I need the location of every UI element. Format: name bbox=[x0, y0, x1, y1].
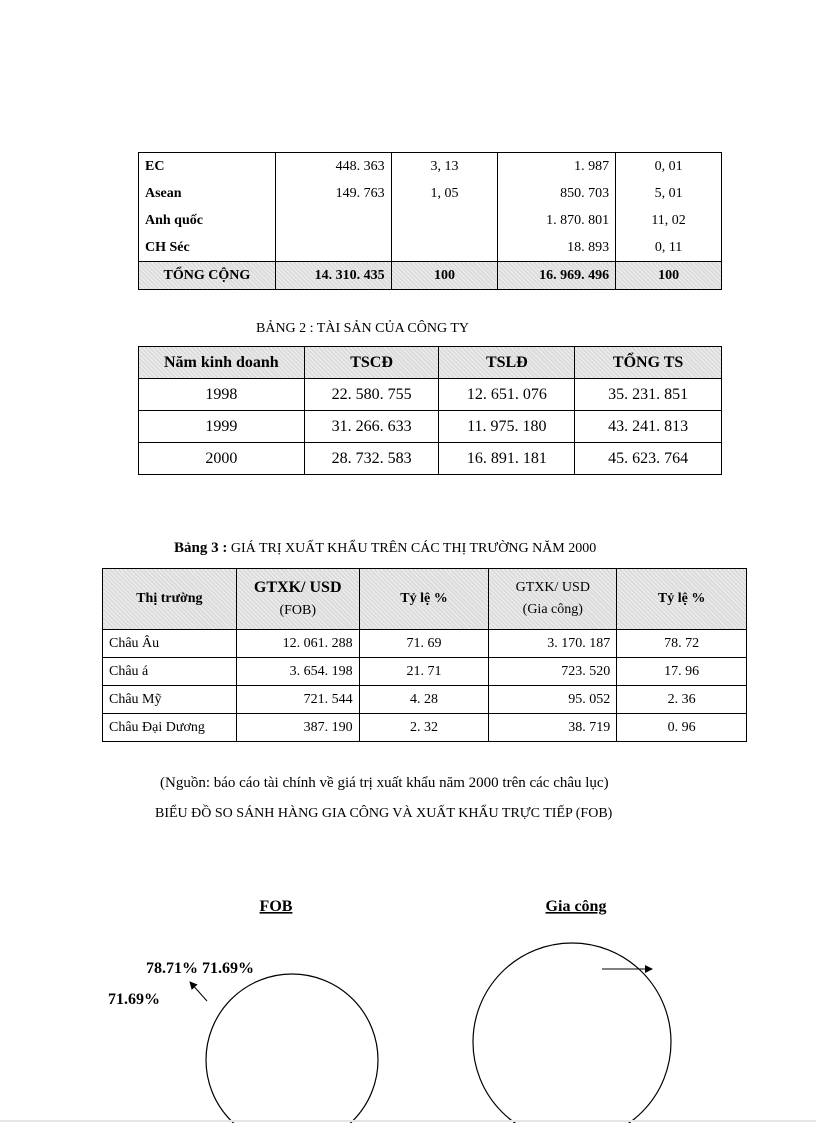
table2-total-assets-cell: 35. 231. 851 bbox=[575, 379, 722, 411]
col-header-pct-processing: Tỷ lệ % bbox=[617, 569, 747, 630]
table1-value-fob-cell bbox=[275, 207, 391, 234]
table-row bbox=[139, 443, 722, 475]
table2-current-assets-cell: 12. 651. 076 bbox=[439, 379, 575, 411]
table-row bbox=[139, 153, 722, 181]
table3-caption-text: GIÁ TRỊ XUẤT KHẨU TRÊN CÁC THỊ TRƯỜNG NĂM 2000 bbox=[230, 541, 597, 556]
table1-total-pct-processing: 100 bbox=[616, 262, 722, 290]
table2-fixed-assets-cell: 28. 732. 583 bbox=[304, 443, 439, 475]
table3-value-fob-cell: 721. 544 bbox=[236, 686, 359, 714]
table3-pct-processing-cell: 17. 96 bbox=[617, 658, 747, 686]
col-header-current-assets: TSLĐ bbox=[439, 347, 575, 379]
table-row bbox=[139, 180, 722, 207]
col-header-market: Thị trường bbox=[103, 569, 237, 630]
company-assets-table bbox=[138, 346, 722, 475]
table2-fixed-assets-cell: 22. 580. 755 bbox=[304, 379, 439, 411]
col-header-pct-fob: Tỷ lệ % bbox=[359, 569, 489, 630]
table1-market-cell: EC bbox=[139, 153, 276, 181]
table1-pct-fob-cell bbox=[391, 207, 498, 234]
col-header-total-assets: TỔNG TS bbox=[575, 347, 722, 379]
processing-pie-outline bbox=[473, 943, 671, 1123]
fob-chart-title: FOB bbox=[259, 898, 293, 915]
table3-market-cell: Châu á bbox=[103, 658, 237, 686]
table1-value-processing-cell: 1. 987 bbox=[498, 153, 616, 181]
pie-charts bbox=[0, 880, 816, 1123]
table3-value-processing-cell: 95. 052 bbox=[489, 686, 617, 714]
table1-pct-fob-cell: 3, 13 bbox=[391, 153, 498, 181]
table1-total-processing: 16. 969. 496 bbox=[498, 262, 616, 290]
col-header-processing-line1: GTXK/ USD bbox=[515, 580, 590, 595]
table1-pct-processing-cell: 11, 02 bbox=[616, 207, 722, 234]
table2-current-assets-cell: 11. 975. 180 bbox=[439, 411, 575, 443]
chart-title: BIỂU ĐỒ SO SÁNH HÀNG GIA CÔNG VÀ XUẤT KHẨU TRỰC TIẾP (FOB) bbox=[155, 806, 613, 821]
col-header-processing-line2: (Gia công) bbox=[522, 602, 583, 617]
table2-current-assets-cell: 16. 891. 181 bbox=[439, 443, 575, 475]
table3-value-fob-cell: 387. 190 bbox=[236, 714, 359, 742]
table3-value-fob-cell: 3. 654. 198 bbox=[236, 658, 359, 686]
col-header-fixed-assets: TSCĐ bbox=[304, 347, 439, 379]
table2-year-cell: 2000 bbox=[139, 443, 305, 475]
table-row bbox=[103, 686, 747, 714]
table-row bbox=[139, 411, 722, 443]
table3-caption bbox=[174, 540, 596, 557]
table3-value-processing-cell: 38. 719 bbox=[489, 714, 617, 742]
table3-pct-fob-cell: 71. 69 bbox=[359, 630, 489, 658]
table3-pct-processing-cell: 0. 96 bbox=[617, 714, 747, 742]
source-note: (Nguồn: báo cáo tài chính về giá trị xuất khẩu năm 2000 trên các châu lục) bbox=[160, 775, 609, 791]
fob-leader-arrow bbox=[190, 982, 207, 1001]
table3-value-fob-cell: 12. 061. 288 bbox=[236, 630, 359, 658]
table3-pct-fob-cell: 4. 28 bbox=[359, 686, 489, 714]
table-row bbox=[103, 714, 747, 742]
table1-value-fob-cell: 448. 363 bbox=[275, 153, 391, 181]
table1-total-pct-fob: 100 bbox=[391, 262, 498, 290]
col-header-fob bbox=[236, 569, 359, 630]
table1-pct-fob-cell bbox=[391, 234, 498, 262]
table1-market-cell: CH Séc bbox=[139, 234, 276, 262]
export-market-table-continued bbox=[138, 152, 722, 290]
table-row bbox=[139, 379, 722, 411]
table-row bbox=[139, 207, 722, 234]
table1-total-fob: 14. 310. 435 bbox=[275, 262, 391, 290]
table3-market-cell: Châu Đại Dương bbox=[103, 714, 237, 742]
export-value-table bbox=[102, 568, 747, 742]
table3-market-cell: Châu Âu bbox=[103, 630, 237, 658]
table1-value-processing-cell: 850. 703 bbox=[498, 180, 616, 207]
table-row bbox=[139, 234, 722, 262]
table3-value-processing-cell: 3. 170. 187 bbox=[489, 630, 617, 658]
table1-pct-processing-cell: 5, 01 bbox=[616, 180, 722, 207]
table2-total-assets-cell: 45. 623. 764 bbox=[575, 443, 722, 475]
table3-value-processing-cell: 723. 520 bbox=[489, 658, 617, 686]
fob-annotation-left: 71.69% bbox=[108, 991, 160, 1008]
table2-fixed-assets-cell: 31. 266. 633 bbox=[304, 411, 439, 443]
table1-value-processing-cell: 1. 870. 801 bbox=[498, 207, 616, 234]
table-row bbox=[103, 630, 747, 658]
table2-total-assets-cell: 43. 241. 813 bbox=[575, 411, 722, 443]
table2-year-cell: 1998 bbox=[139, 379, 305, 411]
table3-pct-fob-cell: 21. 71 bbox=[359, 658, 489, 686]
table3-pct-processing-cell: 2. 36 bbox=[617, 686, 747, 714]
fob-pie-outline bbox=[206, 974, 378, 1123]
table1-total-label: TỔNG CỘNG bbox=[139, 262, 276, 290]
col-header-processing bbox=[489, 569, 617, 630]
table1-market-cell: Asean bbox=[139, 180, 276, 207]
col-header-fob-line2: (FOB) bbox=[279, 603, 316, 618]
table3-market-cell: Châu Mỹ bbox=[103, 686, 237, 714]
table3-pct-processing-cell: 78. 72 bbox=[617, 630, 747, 658]
col-header-year: Năm kinh doanh bbox=[139, 347, 305, 379]
table1-value-processing-cell: 18. 893 bbox=[498, 234, 616, 262]
table2-caption: BẢNG 2 : TÀI SẢN CỦA CÔNG TY bbox=[256, 321, 470, 336]
table1-pct-processing-cell: 0, 11 bbox=[616, 234, 722, 262]
table1-value-fob-cell bbox=[275, 234, 391, 262]
table1-total-row bbox=[139, 262, 722, 290]
table3-pct-fob-cell: 2. 32 bbox=[359, 714, 489, 742]
col-header-fob-line1: GTXK/ USD bbox=[253, 579, 342, 596]
table-row bbox=[103, 658, 747, 686]
table1-pct-processing-cell: 0, 01 bbox=[616, 153, 722, 181]
table1-value-fob-cell: 149. 763 bbox=[275, 180, 391, 207]
table2-year-cell: 1999 bbox=[139, 411, 305, 443]
table1-pct-fob-cell: 1, 05 bbox=[391, 180, 498, 207]
fob-annotation-top: 78.71% 71.69% bbox=[146, 960, 254, 977]
table3-caption-prefix: Bảng 3 : bbox=[174, 540, 228, 556]
processing-chart-title: Gia công bbox=[545, 898, 607, 915]
table1-market-cell: Anh quốc bbox=[139, 207, 276, 234]
